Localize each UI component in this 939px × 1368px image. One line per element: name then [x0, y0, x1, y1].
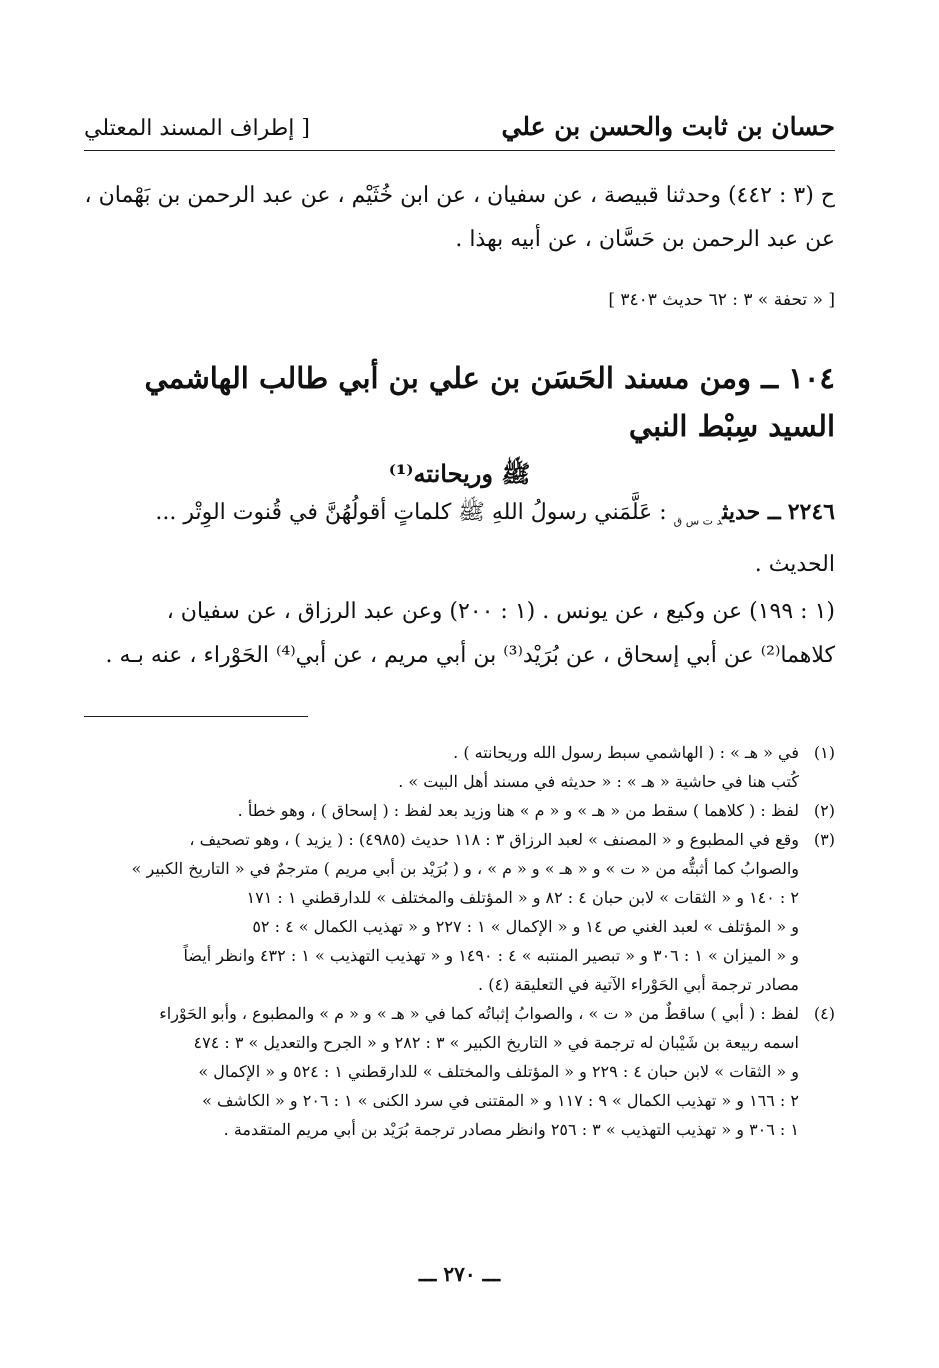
- footnote-line: والصوابُ كما أثبتُّه من « ت » و « هـ » و « م » ، و ( بُرَيْد بن أبي مريم ) مترجمٌ في « التاريخ الكبير »: [131, 859, 799, 878]
- footnote-line: اسمه ربيعة بن شَيْبان له ترجمة في « التاريخ الكبير » ٣ : ٢٨٢ و « الجرح والتعديل » ٣ : ٤٧٤: [193, 1033, 799, 1052]
- footnote: [84, 999, 835, 1144]
- footnote-line: لفظ : ( كلاهما ) سقط من « هـ » و « م » هنا وزيد بعد لفظ : ( إسحاق ) ، وهو خطأ .: [237, 801, 799, 820]
- footnote: [84, 796, 835, 825]
- hadith-entry: [84, 490, 835, 587]
- hadith-number: ٢٢٤٦: [787, 499, 835, 525]
- footnote-line: و « الميزان » ١ : ٣٠٦ و « تبصير المنتبه » ٤ : ١٤٩٠ و « تهذيب التهذيب » ١ : ٤٣٢ وانظر أيضاً: [183, 946, 799, 965]
- footnote-line: ١ : ٣٠٦ و « تهذيب التهذيب » ٣ : ٢٥٦ وانظر مصادر ترجمة بُرَيْد بن أبي مريم المتقدمة .: [223, 1120, 799, 1139]
- footnote-line: وقع في المطبوع و « المصنف » لعبد الرزاق ٣ : ١١٨ حديث (٤٩٨٥) : ( يزيد ) ، وهو تصحيف ،: [189, 830, 799, 849]
- isnad-line: عن عبد الرحمن بن حَسَّان ، عن أبيه بهذا .: [455, 227, 835, 252]
- footnote-line: و « الثقات » لابن حبان ٤ : ٢٢٩ و « المؤتلف والمختلف » للدارقطني ١ : ٥٢٤ و « الإكمال »: [198, 1062, 799, 1081]
- running-header-book-title: [ إطراف المسند المعتلي: [84, 116, 310, 141]
- footnote-line: ٢ : ١٤٠ و « الثقات » لابن حبان ٤ : ٨٢ و « المؤتلف والمختلف » للدارقطني ١ : ١٧١: [246, 888, 799, 907]
- isnad-paragraph-1: [84, 174, 835, 262]
- footnote-number: (١): [813, 743, 835, 762]
- header-rule: [84, 150, 835, 151]
- hadith-text: : عَلَّمَني رسولُ اللهِ ﷺ كلماتٍ أقولُهُنَّ في قُنوت الوِتْر ...: [155, 500, 667, 525]
- tuhfa-reference: [ « تحفة » ٣ : ٦٢ حديث ٣٤٠٣ ]: [608, 290, 835, 310]
- footnote-number: (٤): [813, 1004, 835, 1023]
- section-heading-line: ١٠٤ ــ ومن مسند الحَسَن بن علي بن أبي طالب الهاشمي السيد سِبْط النبي: [144, 361, 835, 443]
- isnad-line: (١ : ١٩٩) عن وكيع ، عن يونس . (١ : ٢٠٠) وعن عبد الرزاق ، عن سفيان ،: [166, 599, 835, 624]
- isnad-paragraph-2: [84, 590, 835, 678]
- footnote-line: ٢ : ١٦٦ و « تهذيب الكمال » ٩ : ١١٧ و « المقتنى في سرد الكنى » ١ : ٢٠٦ و « الكاشف »: [202, 1091, 799, 1110]
- hadith-first-line: [84, 490, 835, 543]
- footnote-number: (٢): [813, 801, 835, 820]
- footnote: [84, 738, 835, 796]
- section-heading: [84, 354, 835, 498]
- running-header: [84, 112, 835, 150]
- footnote-line: مصادر ترجمة أبي الحَوْراء الآتية في التعليقة (٤) .: [478, 975, 799, 994]
- isnad-line: ح (٣ : ٤٤٢) وحدثنا قبيصة ، عن سفيان ، عن ابن خُثَيْم ، عن عبد الرحمن بن بَهْمان ،: [84, 183, 835, 208]
- hadith-sigla: د ت س ق: [673, 514, 723, 528]
- book-page: [84, 0, 835, 1368]
- running-header-title: حسان بن ثابت والحسن بن علي: [501, 112, 835, 141]
- footnotes: [84, 738, 835, 1144]
- footnote-line: كُتب هنا في حاشية « هـ » : « حديثه في مسند أهل البيت » .: [398, 772, 799, 791]
- hadith-label: ــ حديث: [722, 499, 781, 525]
- footnote-line: و « المؤتلف » لعبد الغني ص ١٤ و « الإكمال » ١ : ٢٢٧ و « تهذيب الكمال » ٤ : ٥٢: [252, 917, 799, 936]
- footnote-number: (٣): [813, 830, 835, 849]
- footnote-line: في « هـ » : ( الهاشمي سبط رسول الله وريحانته ) .: [453, 743, 799, 762]
- hadith-text-continuation: الحديث .: [754, 552, 835, 578]
- section-heading-line: ﷺ وريحانته⁽¹⁾: [388, 459, 531, 488]
- isnad-line: كلاهما⁽²⁾ عن أبي إسحاق ، عن بُرَيْد⁽³⁾ بن أبي مريم ، عن أبي⁽⁴⁾ الحَوْراء ، عنه بـه .: [105, 643, 835, 668]
- footnote: [84, 825, 835, 999]
- page-number: ـــ ٢٧٠ ـــ: [418, 1262, 501, 1286]
- footnote-line: لفظ : ( أبي ) ساقطٌ من « ت » ، والصوابُ إثباتُه كما في « هـ » و « م » والمطبوع ، وأبو الحَوْراء: [159, 1004, 799, 1023]
- footnote-separator: [84, 716, 308, 717]
